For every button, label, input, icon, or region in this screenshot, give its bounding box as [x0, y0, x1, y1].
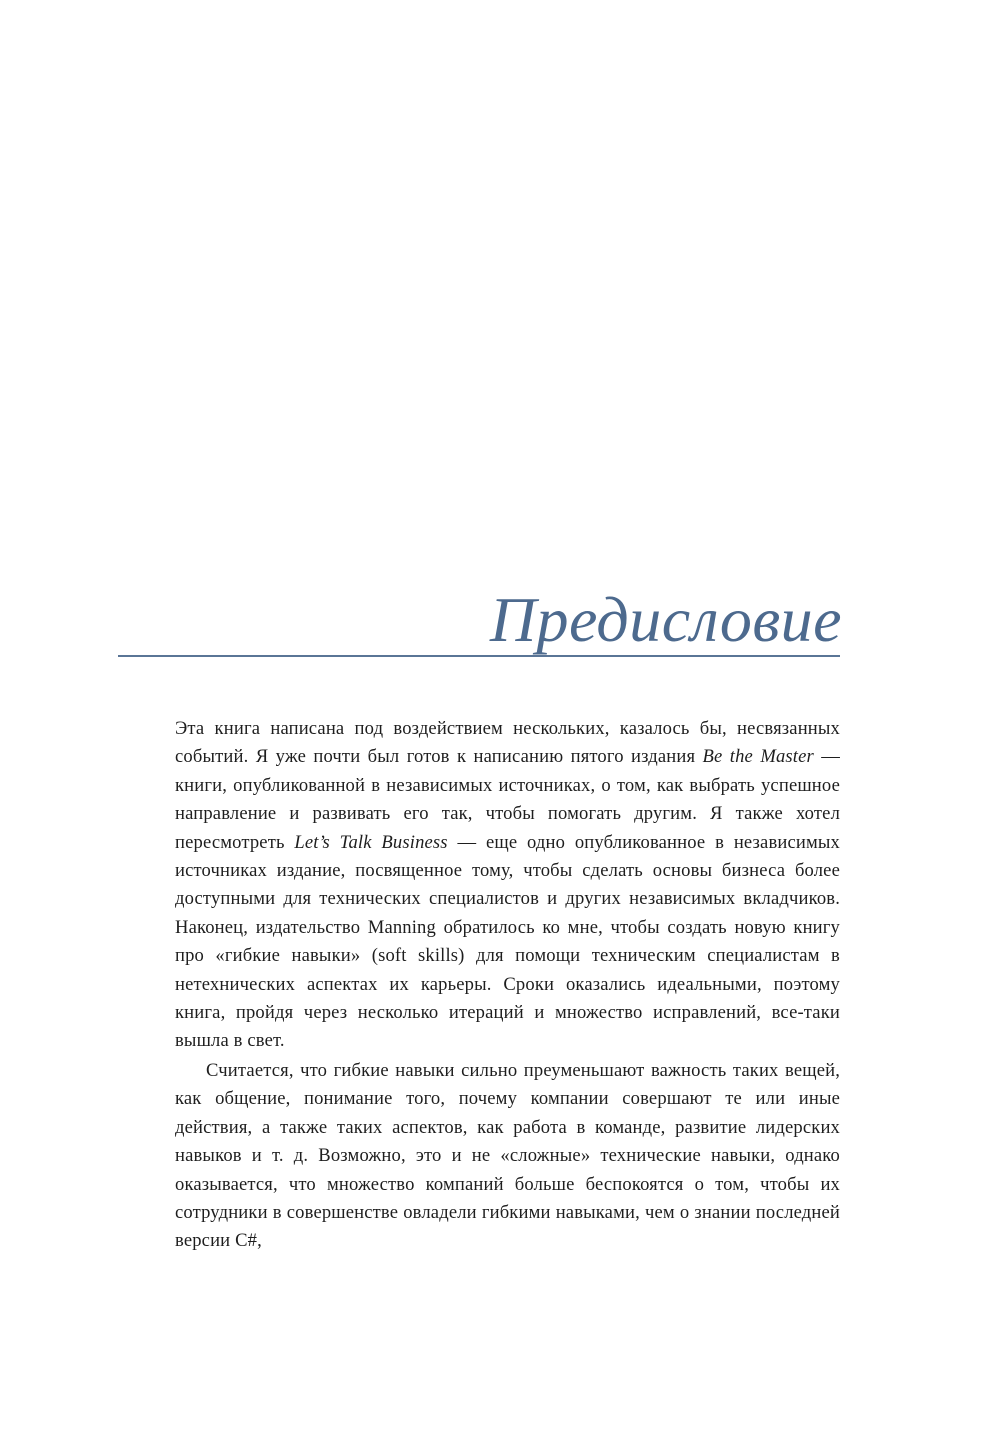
body-text [175, 715, 840, 1256]
text-run: Эта книга написана под воздействием нескольких, казалось бы, несвязанных событий. Я уже почти был готов к написанию пятого издания [175, 718, 840, 768]
chapter-title: Предисловие [489, 584, 842, 655]
text-run: Считается, что гибкие навыки сильно преуменьшают важность таких вещей, как общение, понимание того, почему компании совершают те или иные действия, а также таких аспектов, как работа в команде, развитие лидерских навыков и т. д. Возможно, это и не «сложные» технические навыки, однако оказывается, что множество компаний больше беспокоятся о том, чтобы их сотрудники в совершенстве овладели гибкими навыками, чем о знании последней версии C#, [175, 1059, 840, 1252]
book-title-lets-talk-business: Let’s Talk Business [294, 831, 448, 853]
title-rule [118, 655, 840, 657]
paragraph-1 [175, 715, 840, 1056]
text-run: — еще одно опубликованное в независимых источниках издание, посвященное тому, чтобы сделать основы бизнеса более доступными для технических специалистов и других независимых вкладчиков. Наконец, издательство Manning обратилось ко мне, чтобы создать новую книгу про «гибкие навыки» (soft skills) для помощи техническим специалистам в нетехнических аспектах их карьеры. Сроки оказались идеальными, поэтому книга, пройдя через несколько итераций и множество исправлений, все-таки вышла в свет. [175, 831, 840, 1052]
text-run: — книги, опубликованной в независимых источниках, о том, как выбрать успешное направление и развивать его так, чтобы помогать другим. Я также хотел пересмотреть [175, 746, 841, 853]
book-title-be-the-master: Be the Master [702, 746, 814, 768]
paragraph-2 [175, 1057, 840, 1256]
